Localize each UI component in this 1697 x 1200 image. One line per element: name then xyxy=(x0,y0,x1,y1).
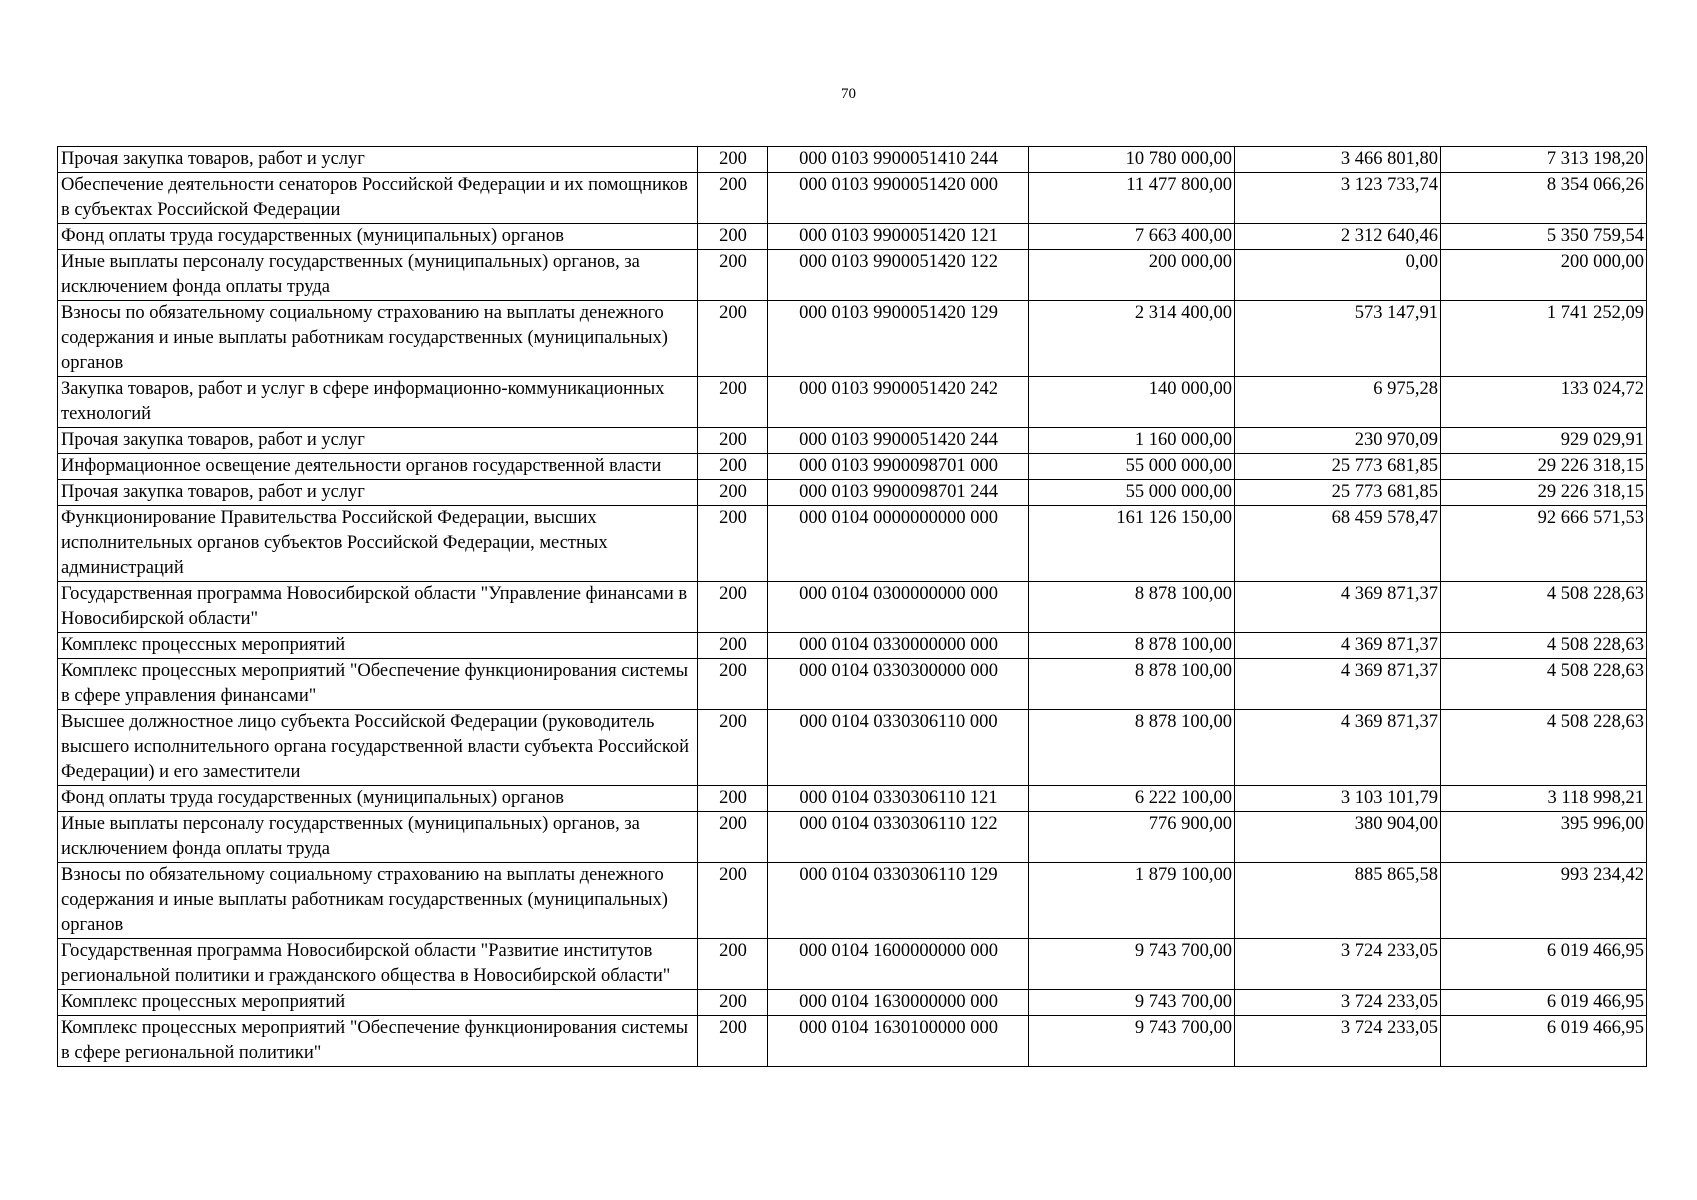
row-name: Обеспечение деятельности сенаторов Российской Федерации и их помощников в субъектах Российской Федерации xyxy=(58,173,698,224)
row-line-code: 200 xyxy=(698,147,768,173)
row-approved-amount: 55 000 000,00 xyxy=(1029,480,1235,506)
row-line-code: 200 xyxy=(698,786,768,812)
row-remaining-amount: 4 508 228,63 xyxy=(1441,582,1647,633)
row-budget-classification: 000 0103 9900051420 129 xyxy=(768,301,1029,377)
row-executed-amount: 3 466 801,80 xyxy=(1235,147,1441,173)
row-name: Комплекс процессных мероприятий "Обеспечение функционирования системы в сфере управления финансами" xyxy=(58,659,698,710)
row-remaining-amount: 4 508 228,63 xyxy=(1441,659,1647,710)
row-approved-amount: 161 126 150,00 xyxy=(1029,506,1235,582)
row-approved-amount: 9 743 700,00 xyxy=(1029,939,1235,990)
row-approved-amount: 9 743 700,00 xyxy=(1029,990,1235,1016)
row-remaining-amount: 200 000,00 xyxy=(1441,250,1647,301)
row-line-code: 200 xyxy=(698,990,768,1016)
row-name: Информационное освещение деятельности органов государственной власти xyxy=(58,454,698,480)
table-row xyxy=(58,377,1647,428)
table-row xyxy=(58,301,1647,377)
row-executed-amount: 6 975,28 xyxy=(1235,377,1441,428)
row-name: Взносы по обязательному социальному страхованию на выплаты денежного содержания и иные выплаты работникам государственных (муниципальных) органов xyxy=(58,301,698,377)
row-executed-amount: 4 369 871,37 xyxy=(1235,633,1441,659)
row-budget-classification: 000 0104 0330000000 000 xyxy=(768,633,1029,659)
row-remaining-amount: 395 996,00 xyxy=(1441,812,1647,863)
row-executed-amount: 0,00 xyxy=(1235,250,1441,301)
row-line-code: 200 xyxy=(698,863,768,939)
row-name: Иные выплаты персоналу государственных (муниципальных) органов, за исключением фонда оплаты труда xyxy=(58,250,698,301)
row-budget-classification: 000 0103 9900051420 242 xyxy=(768,377,1029,428)
table-row xyxy=(58,173,1647,224)
row-line-code: 200 xyxy=(698,301,768,377)
row-approved-amount: 200 000,00 xyxy=(1029,250,1235,301)
row-remaining-amount: 6 019 466,95 xyxy=(1441,1016,1647,1067)
row-name: Прочая закупка товаров, работ и услуг xyxy=(58,147,698,173)
row-remaining-amount: 29 226 318,15 xyxy=(1441,454,1647,480)
table-row xyxy=(58,428,1647,454)
row-executed-amount: 4 369 871,37 xyxy=(1235,659,1441,710)
row-budget-classification: 000 0104 1600000000 000 xyxy=(768,939,1029,990)
row-budget-classification: 000 0104 0300000000 000 xyxy=(768,582,1029,633)
table-row xyxy=(58,633,1647,659)
row-executed-amount: 573 147,91 xyxy=(1235,301,1441,377)
row-approved-amount: 8 878 100,00 xyxy=(1029,633,1235,659)
row-name: Функционирование Правительства Российской Федерации, высших исполнительных органов субъектов Российской Федерации, местных администраций xyxy=(58,506,698,582)
row-name: Закупка товаров, работ и услуг в сфере информационно-коммуникационных технологий xyxy=(58,377,698,428)
row-approved-amount: 11 477 800,00 xyxy=(1029,173,1235,224)
row-name: Фонд оплаты труда государственных (муниципальных) органов xyxy=(58,786,698,812)
row-executed-amount: 3 103 101,79 xyxy=(1235,786,1441,812)
row-budget-classification: 000 0103 9900098701 000 xyxy=(768,454,1029,480)
row-line-code: 200 xyxy=(698,710,768,786)
row-approved-amount: 7 663 400,00 xyxy=(1029,224,1235,250)
row-line-code: 200 xyxy=(698,428,768,454)
row-budget-classification: 000 0103 9900051420 000 xyxy=(768,173,1029,224)
table-row xyxy=(58,786,1647,812)
table-body xyxy=(58,147,1647,1067)
row-remaining-amount: 8 354 066,26 xyxy=(1441,173,1647,224)
row-remaining-amount: 3 118 998,21 xyxy=(1441,786,1647,812)
row-line-code: 200 xyxy=(698,1016,768,1067)
row-budget-classification: 000 0103 9900051420 244 xyxy=(768,428,1029,454)
table-row xyxy=(58,710,1647,786)
row-remaining-amount: 5 350 759,54 xyxy=(1441,224,1647,250)
row-name: Государственная программа Новосибирской области "Управление финансами в Новосибирской области" xyxy=(58,582,698,633)
table-row xyxy=(58,250,1647,301)
table-row xyxy=(58,480,1647,506)
row-approved-amount: 776 900,00 xyxy=(1029,812,1235,863)
row-approved-amount: 55 000 000,00 xyxy=(1029,454,1235,480)
row-approved-amount: 140 000,00 xyxy=(1029,377,1235,428)
row-line-code: 200 xyxy=(698,812,768,863)
row-executed-amount: 3 123 733,74 xyxy=(1235,173,1441,224)
row-remaining-amount: 929 029,91 xyxy=(1441,428,1647,454)
row-remaining-amount: 993 234,42 xyxy=(1441,863,1647,939)
table-row xyxy=(58,812,1647,863)
row-name: Фонд оплаты труда государственных (муниципальных) органов xyxy=(58,224,698,250)
row-budget-classification: 000 0103 9900051420 122 xyxy=(768,250,1029,301)
row-executed-amount: 230 970,09 xyxy=(1235,428,1441,454)
row-budget-classification: 000 0103 9900051420 121 xyxy=(768,224,1029,250)
row-remaining-amount: 92 666 571,53 xyxy=(1441,506,1647,582)
row-budget-classification: 000 0104 0330306110 000 xyxy=(768,710,1029,786)
table-row xyxy=(58,224,1647,250)
row-executed-amount: 3 724 233,05 xyxy=(1235,939,1441,990)
row-line-code: 200 xyxy=(698,173,768,224)
row-name: Государственная программа Новосибирской области "Развитие институтов региональной политики и гражданского общества в Новосибирской области" xyxy=(58,939,698,990)
row-approved-amount: 8 878 100,00 xyxy=(1029,659,1235,710)
row-line-code: 200 xyxy=(698,480,768,506)
row-line-code: 200 xyxy=(698,224,768,250)
row-line-code: 200 xyxy=(698,454,768,480)
row-name: Комплекс процессных мероприятий xyxy=(58,633,698,659)
row-budget-classification: 000 0103 9900098701 244 xyxy=(768,480,1029,506)
row-budget-classification: 000 0104 0330300000 000 xyxy=(768,659,1029,710)
table-row xyxy=(58,506,1647,582)
row-executed-amount: 4 369 871,37 xyxy=(1235,710,1441,786)
row-approved-amount: 1 879 100,00 xyxy=(1029,863,1235,939)
table-row xyxy=(58,659,1647,710)
row-line-code: 200 xyxy=(698,506,768,582)
row-approved-amount: 1 160 000,00 xyxy=(1029,428,1235,454)
row-name: Комплекс процессных мероприятий "Обеспечение функционирования системы в сфере региональной политики" xyxy=(58,1016,698,1067)
row-executed-amount: 68 459 578,47 xyxy=(1235,506,1441,582)
row-name: Взносы по обязательному социальному страхованию на выплаты денежного содержания и иные выплаты работникам государственных (муниципальных) органов xyxy=(58,863,698,939)
row-budget-classification: 000 0104 1630100000 000 xyxy=(768,1016,1029,1067)
row-approved-amount: 9 743 700,00 xyxy=(1029,1016,1235,1067)
table-row xyxy=(58,147,1647,173)
row-executed-amount: 3 724 233,05 xyxy=(1235,990,1441,1016)
row-executed-amount: 885 865,58 xyxy=(1235,863,1441,939)
row-approved-amount: 8 878 100,00 xyxy=(1029,582,1235,633)
table-row xyxy=(58,1016,1647,1067)
row-remaining-amount: 4 508 228,63 xyxy=(1441,710,1647,786)
row-name: Высшее должностное лицо субъекта Российской Федерации (руководитель высшего исполнительного органа государственной власти субъекта Российской Федерации) и его заместители xyxy=(58,710,698,786)
row-line-code: 200 xyxy=(698,939,768,990)
table-row xyxy=(58,990,1647,1016)
row-budget-classification: 000 0104 0000000000 000 xyxy=(768,506,1029,582)
row-line-code: 200 xyxy=(698,377,768,428)
row-executed-amount: 25 773 681,85 xyxy=(1235,480,1441,506)
row-executed-amount: 2 312 640,46 xyxy=(1235,224,1441,250)
row-budget-classification: 000 0104 1630000000 000 xyxy=(768,990,1029,1016)
row-executed-amount: 4 369 871,37 xyxy=(1235,582,1441,633)
table-row xyxy=(58,939,1647,990)
row-remaining-amount: 4 508 228,63 xyxy=(1441,633,1647,659)
row-remaining-amount: 6 019 466,95 xyxy=(1441,939,1647,990)
table-row xyxy=(58,582,1647,633)
row-remaining-amount: 133 024,72 xyxy=(1441,377,1647,428)
row-remaining-amount: 7 313 198,20 xyxy=(1441,147,1647,173)
row-name: Прочая закупка товаров, работ и услуг xyxy=(58,480,698,506)
table-row xyxy=(58,454,1647,480)
row-budget-classification: 000 0104 0330306110 129 xyxy=(768,863,1029,939)
row-executed-amount: 3 724 233,05 xyxy=(1235,1016,1441,1067)
row-approved-amount: 10 780 000,00 xyxy=(1029,147,1235,173)
row-executed-amount: 380 904,00 xyxy=(1235,812,1441,863)
row-remaining-amount: 6 019 466,95 xyxy=(1441,990,1647,1016)
row-line-code: 200 xyxy=(698,250,768,301)
row-line-code: 200 xyxy=(698,659,768,710)
row-approved-amount: 8 878 100,00 xyxy=(1029,710,1235,786)
budget-execution-table xyxy=(57,146,1647,1067)
row-budget-classification: 000 0104 0330306110 122 xyxy=(768,812,1029,863)
row-executed-amount: 25 773 681,85 xyxy=(1235,454,1441,480)
row-approved-amount: 6 222 100,00 xyxy=(1029,786,1235,812)
row-budget-classification: 000 0104 0330306110 121 xyxy=(768,786,1029,812)
page-number: 70 xyxy=(841,86,856,102)
row-remaining-amount: 1 741 252,09 xyxy=(1441,301,1647,377)
row-name: Комплекс процессных мероприятий xyxy=(58,990,698,1016)
row-name: Иные выплаты персоналу государственных (муниципальных) органов, за исключением фонда оплаты труда xyxy=(58,812,698,863)
row-line-code: 200 xyxy=(698,633,768,659)
row-approved-amount: 2 314 400,00 xyxy=(1029,301,1235,377)
row-budget-classification: 000 0103 9900051410 244 xyxy=(768,147,1029,173)
table-row xyxy=(58,863,1647,939)
row-line-code: 200 xyxy=(698,582,768,633)
row-remaining-amount: 29 226 318,15 xyxy=(1441,480,1647,506)
row-name: Прочая закупка товаров, работ и услуг xyxy=(58,428,698,454)
